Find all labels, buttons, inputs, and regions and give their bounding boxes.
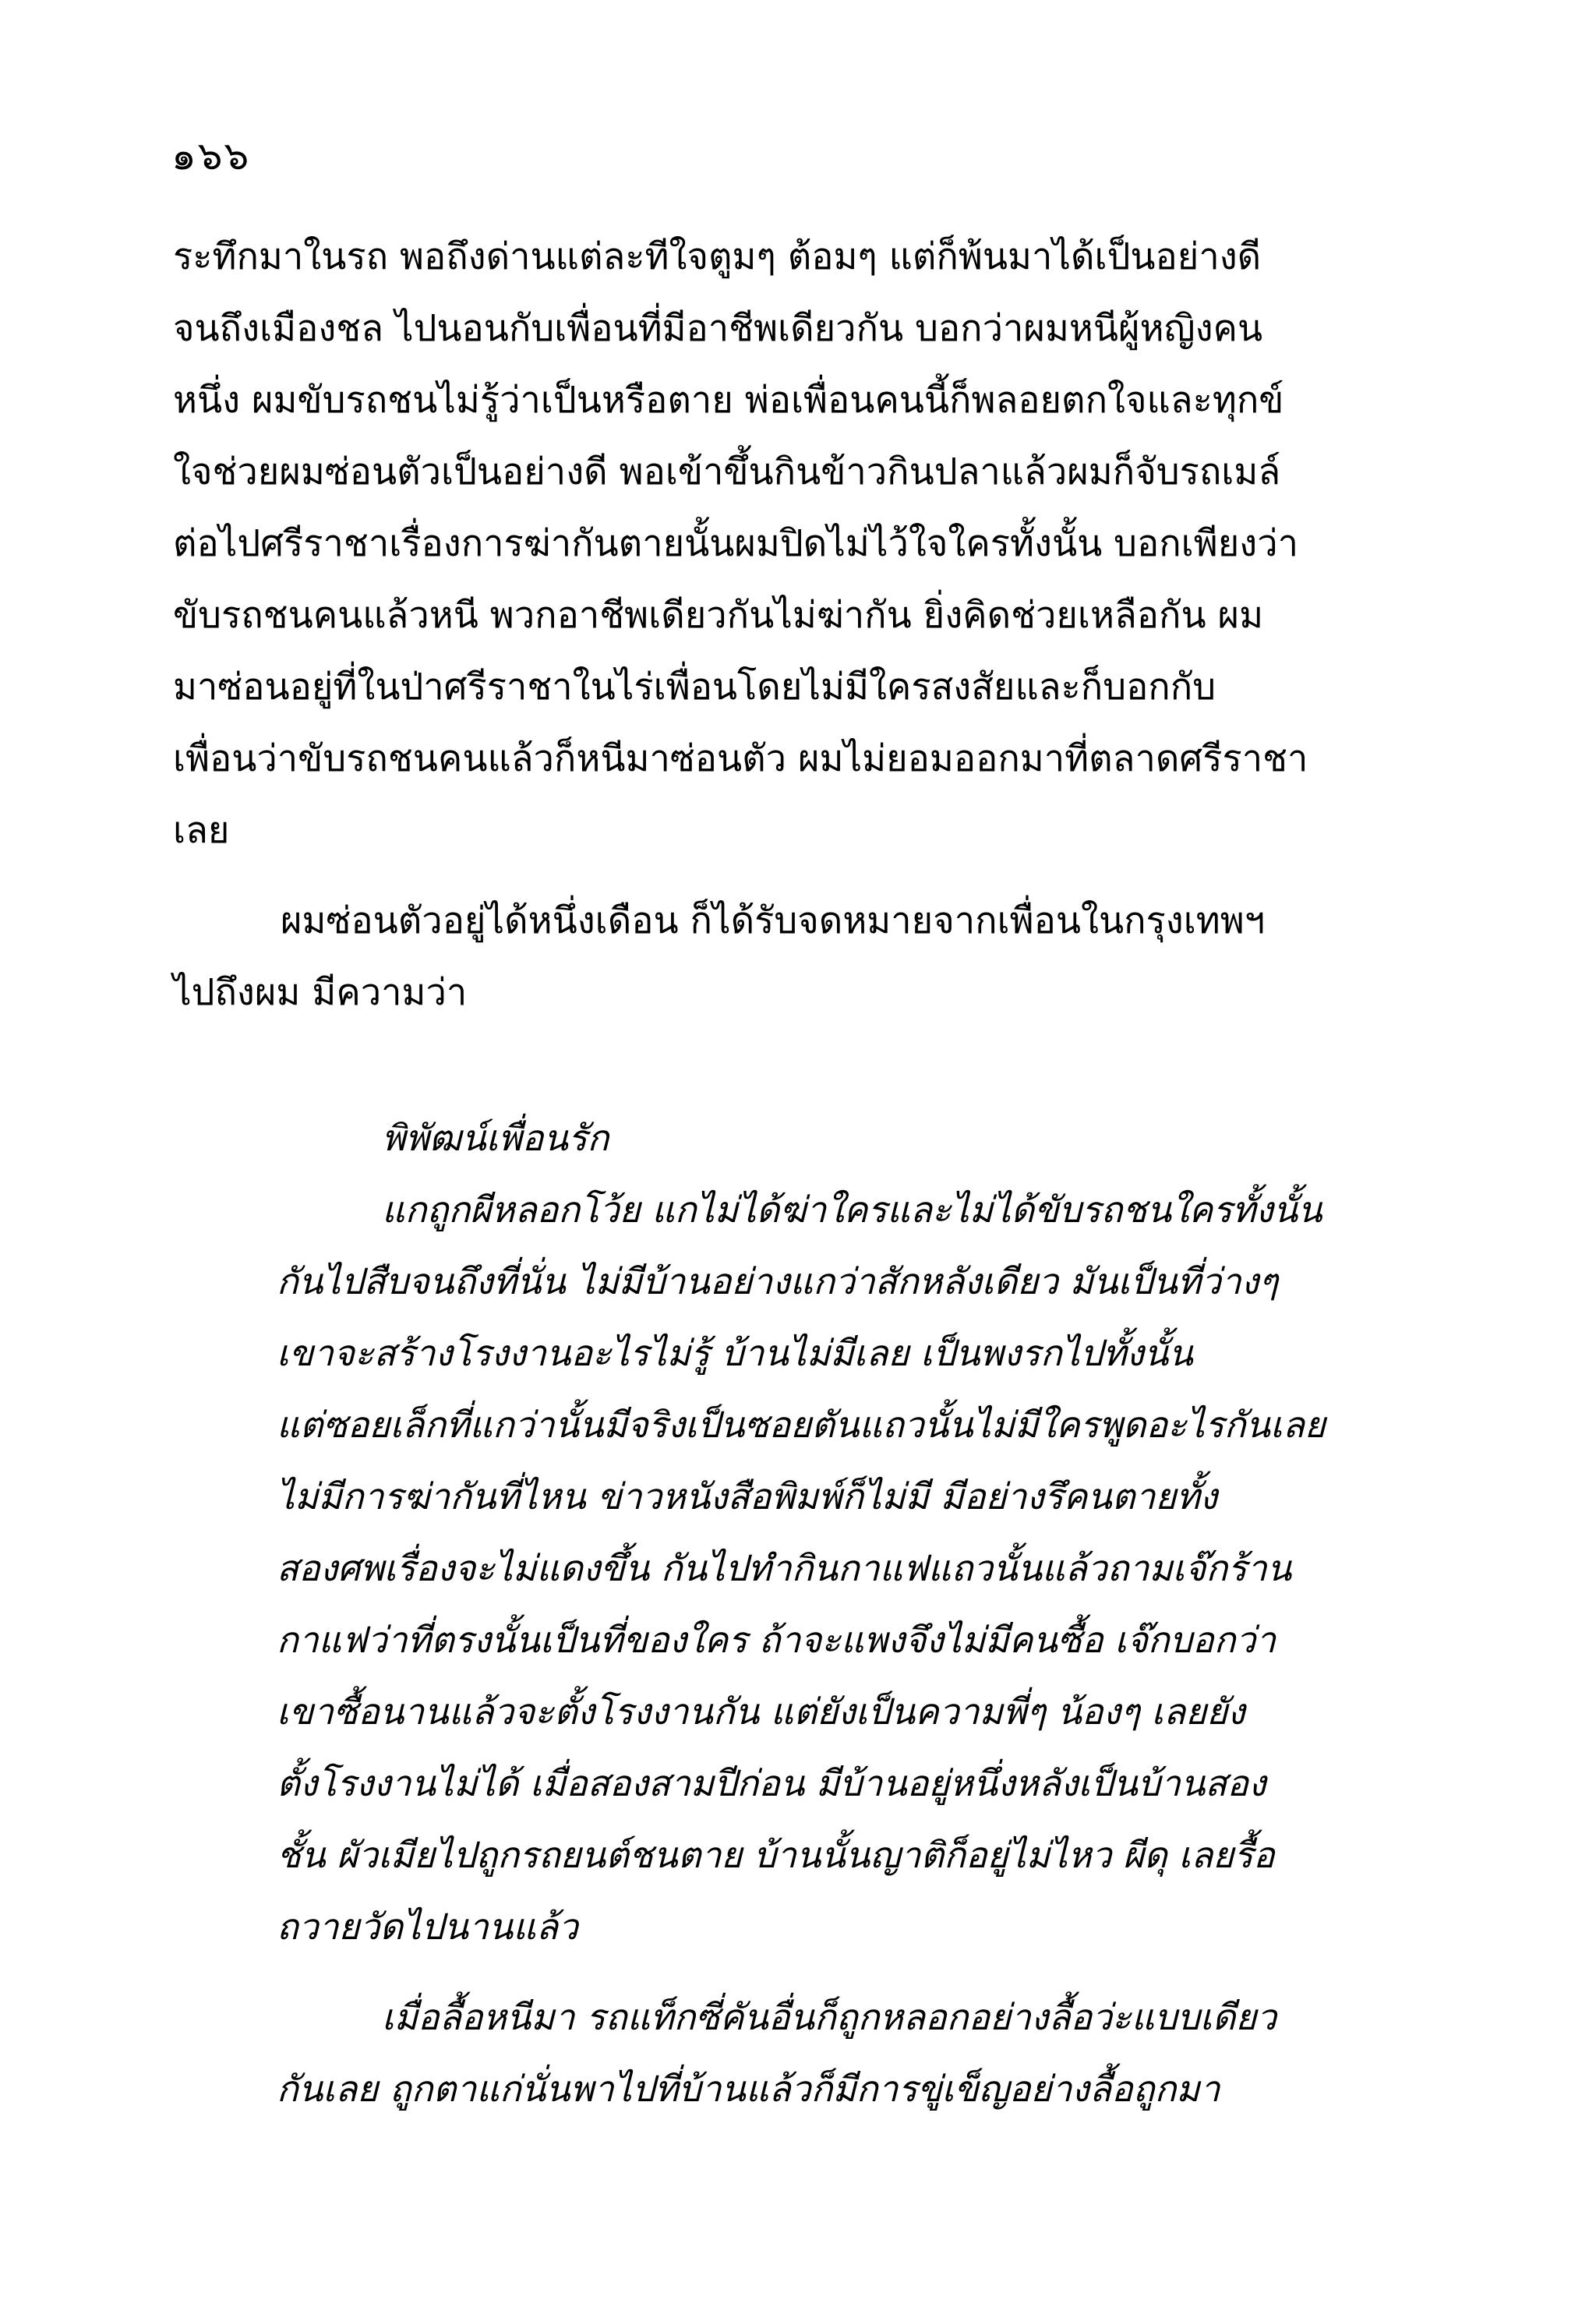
letter-line: ไม่มีการฆ่ากันที่ไหน ข่าวหนังสือพิมพ์ก็ไม่มี มีอย่างรึคนตายทั้ง <box>277 1475 1218 1517</box>
text-line: ต่อไปศรีราชาเรื่องการฆ่ากันตายนั้นผมปิดไม่ไว้ใจใครทั้งนั้น บอกเพียงว่า <box>173 522 1298 565</box>
text-line: ระทึกมาในรถ พอถึงด่านแต่ละทีใจตูมๆ ต้อมๆ แต่ก็พ้นมาได้เป็นอย่างดี <box>173 235 1262 278</box>
text-line: จนถึงเมืองชล ไปนอนกับเพื่อนที่มีอาชีพเดียวกัน บอกว่าผมหนีผู้หญิงคน <box>173 307 1263 350</box>
letter-line: กันไปสืบจนถึงที่นั่น ไม่มีบ้านอย่างแกว่าสักหลังเดียว มันเป็นที่ว่างๆ <box>277 1260 1278 1302</box>
letter-line: เขาจะสร้างโรงงานอะไรไม่รู้ บ้านไม่มีเลย เป็นพงรกไปทั้งนั้น <box>277 1332 1193 1374</box>
text-line: หนึ่ง ผมขับรถชนไม่รู้ว่าเป็นหรือตาย พ่อเพื่อนคนนี้ก็พลอยตกใจและทุกข์ <box>173 379 1284 422</box>
text-line: ขับรถชนคนแล้วหนี พวกอาชีพเดียวกันไม่ฆ่ากัน ยิ่งคิดช่วยเหลือกัน ผม <box>173 594 1264 637</box>
text-line: ผมซ่อนตัวอยู่ได้หนึ่งเดือน ก็ได้รับจดหมายจากเพื่อนในกรุงเทพฯ <box>281 899 1266 942</box>
letter-line: ถวายวัดไปนานแล้ว <box>277 1906 578 1948</box>
letter-line: แกถูกผีหลอกโว้ย แกไม่ได้ฆ่าใครและไม่ได้ขับรถชนใครทั้งนั้น <box>382 1189 1322 1231</box>
letter-line: เมื่อลื้อหนีมา รถแท็กซี่คันอื่นก็ถูกหลอกอย่างลื้อว่ะแบบเดียว <box>382 1996 1277 2038</box>
page-number: ๑๖๖ <box>171 133 251 178</box>
letter-line: ชั้น ผัวเมียไปถูกรถยนต์ชนตาย บ้านนั้นญาติก็อยู่ไม่ไหว ผีดุ เลยรื้อ <box>277 1834 1275 1876</box>
letter-line: แต่ซอยเล็กที่แกว่านั้นมีจริงเป็นซอยตันแถวนั้นไม่มีใครพูดอะไรกันเลย <box>277 1404 1326 1446</box>
text-line: ใจช่วยผมซ่อนตัวเป็นอย่างดี พอเข้าขึ้นกินข้าวกินปลาแล้วผมก็จับรถเมล์ <box>173 450 1281 493</box>
text-line: ไปถึงผม มีความว่า <box>173 971 468 1014</box>
letter-line: ตั้งโรงงานไม่ได้ เมื่อสองสามปีก่อน มีบ้านอยู่หนึ่งหลังเป็นบ้านสอง <box>277 1762 1266 1804</box>
letter-line: สองศพเรื่องจะไม่แดงขึ้น กันไปทำกินกาแฟแถวนั้นแล้วถามเจ๊กร้าน <box>277 1547 1292 1589</box>
letter-salutation: พิพัฒน์เพื่อนรัก <box>382 1117 609 1159</box>
text-line: เลย <box>173 809 230 852</box>
letter-line: กาแฟว่าที่ตรงนั้นเป็นที่ของใคร ถ้าจะแพงจึงไม่มีคนซื้อ เจ๊กบอกว่า <box>277 1619 1276 1661</box>
text-line: เพื่อนว่าขับรถชนคนแล้วก็หนีมาซ่อนตัว ผมไม่ยอมออกมาที่ตลาดศรีราชา <box>173 737 1308 780</box>
letter-line: เขาซื้อนานแล้วจะตั้งโรงงานกัน แต่ยังเป็นความพี่ๆ น้องๆ เลยยัง <box>277 1690 1245 1733</box>
text-line: มาซ่อนอยู่ที่ในป่าศรีราชาในไร่เพื่อนโดยไม่มีใครสงสัยและก็บอกกับ <box>173 666 1216 708</box>
letter-line: กันเลย ถูกตาแก่นั่นพาไปที่บ้านแล้วก็มีการขู่เข็ญอย่างลื้อถูกมา <box>277 2068 1220 2110</box>
